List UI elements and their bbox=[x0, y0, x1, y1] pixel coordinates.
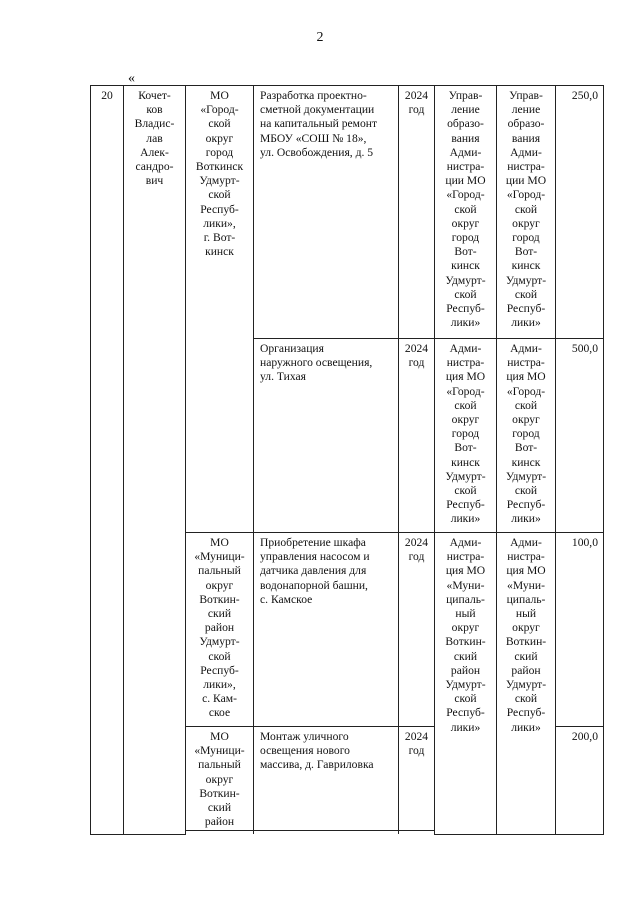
executor-cell: Адми- нистра- ция МО «Муни- ципаль- ный округ Воткин- ский район Удмурт- ской Респуб- лики» bbox=[435, 533, 497, 835]
recipient-cell: Адми- нистра- ция МО «Город- ской округ город Вот- кинск Удмурт- ской Респуб- лики» bbox=[497, 339, 556, 533]
year-cell: 2024 год bbox=[399, 86, 435, 339]
year-cell: 2024 год bbox=[399, 339, 435, 533]
executor-cell: Управ- ление образо- вания Адми- нистра- ции МО «Город- ской округ город Вот- кинск Удмурт- ской Респуб- лики» bbox=[435, 86, 497, 339]
municipality-cell: МО «Муници- пальный округ Воткин- ский район bbox=[186, 727, 254, 831]
event-cell: Приобретение шкафа управления насосом и датчика давления для водонапорной башни, с. Камское bbox=[254, 533, 399, 727]
amount-cell: 250,0 bbox=[556, 86, 604, 339]
recipient-cell: Управ- ление образо- вания Адми- нистра- ции МО «Город- ской округ город Вот- кинск Удмурт- ской Респуб- лики» bbox=[497, 86, 556, 339]
municipality-cell: МО «Муници- пальный округ Воткин- ский район Удмурт- ской Респуб- лики», с. Кам- ское bbox=[186, 533, 254, 727]
open-quote: « bbox=[128, 71, 135, 86]
person-cell: Кочет- ков Владис- лав Алек- сандро- вич bbox=[124, 86, 186, 835]
event-cell: Монтаж уличного освещения нового массива, д. Гавриловка bbox=[254, 727, 399, 831]
event-cell: Организация наружного освещения, ул. Тихая bbox=[254, 339, 399, 533]
row-number-cell: 20 bbox=[91, 86, 124, 835]
year-cell: 2024 год bbox=[399, 533, 435, 727]
year-cell: 2024 год bbox=[399, 727, 435, 831]
municipality-cell: МО «Город- ской округ город Воткинск Удмурт- ской Респуб- лики», г. Вот- кинск bbox=[186, 86, 254, 533]
appendix-table bbox=[90, 85, 604, 835]
amount-cell: 500,0 bbox=[556, 339, 604, 533]
event-cell: Разработка проектно- сметной документации на капитальный ремонт МБОУ «СОШ № 18», ул. Освобождения, д. 5 bbox=[254, 86, 399, 339]
table-row bbox=[91, 86, 604, 339]
amount-cell: 200,0 bbox=[556, 727, 604, 835]
recipient-cell: Адми- нистра- ция МО «Муни- ципаль- ный округ Воткин- ский район Удмурт- ской Респуб- лики» bbox=[497, 533, 556, 835]
executor-cell: Адми- нистра- ция МО «Город- ской округ город Вот- кинск Удмурт- ской Респуб- лики» bbox=[435, 339, 497, 533]
amount-cell: 100,0 bbox=[556, 533, 604, 727]
page-number: 2 bbox=[316, 30, 324, 45]
